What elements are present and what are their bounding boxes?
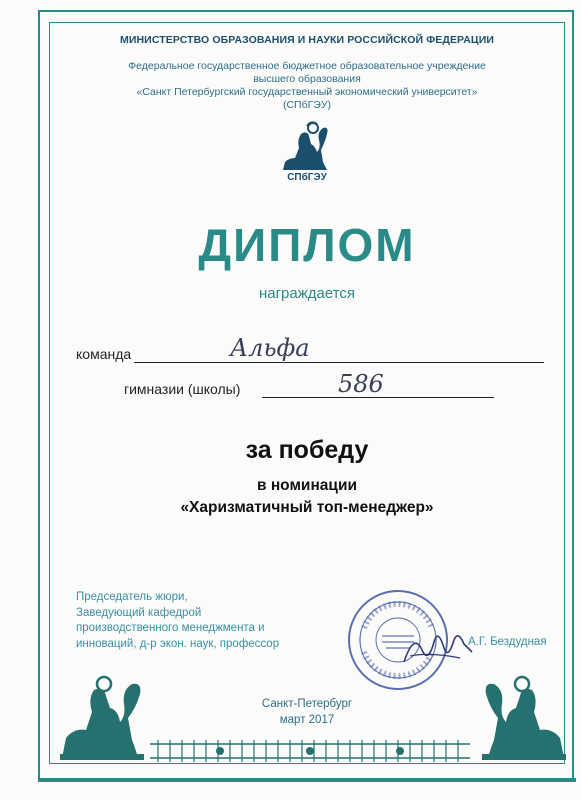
chair-line-2: Заведующий кафедрой xyxy=(76,606,202,619)
university-line-3: «Санкт Петербургский государственный экономический университет» xyxy=(136,86,478,98)
logo-text: СПбГЭУ xyxy=(287,172,327,183)
signer-name: А.Г. Бездудная xyxy=(468,636,547,648)
team-value: Альфа xyxy=(230,334,310,362)
school-value: 586 xyxy=(338,370,384,398)
university-line-4: (СПбГЭУ) xyxy=(282,99,332,111)
bottom-rule xyxy=(38,778,576,782)
date-text: март 2017 xyxy=(279,714,335,726)
university-name xyxy=(49,60,565,112)
ministry-heading: МИНИСТЕРСТВО ОБРАЗОВАНИЯ И НАУКИ РОССИЙСКОЙ ФЕДЕРАЦИИ xyxy=(120,34,494,46)
fence-ornament-icon xyxy=(150,736,470,764)
school-label: гимназии (школы) xyxy=(124,381,241,397)
diploma-title: ДИПЛОМ xyxy=(198,219,416,271)
victory-text: за победу xyxy=(245,436,369,464)
chair-line-3: производственного менеджмента и xyxy=(76,622,265,634)
team-underline xyxy=(134,362,544,363)
nomination-title: «Харизматичный топ-менеджер» xyxy=(180,499,434,516)
sphinx-griffin-logo-icon xyxy=(277,118,333,174)
chair-line-4: инноваций, д-р экон. наук, профессор xyxy=(76,637,280,650)
city-text: Санкт-Петербург xyxy=(261,698,353,710)
handwritten-signature-icon xyxy=(400,622,476,672)
team-label: команда xyxy=(76,346,132,362)
jury-chair-block xyxy=(76,590,279,652)
university-line-1: Федеральное государственное бюджетное образовательное учреждение xyxy=(128,60,486,72)
nomination-text: в номинации xyxy=(256,477,358,494)
awarded-text: награждается xyxy=(258,285,356,302)
chair-line-1: Председатель жюри, xyxy=(76,591,188,603)
university-line-2: высшего образования xyxy=(253,73,361,85)
